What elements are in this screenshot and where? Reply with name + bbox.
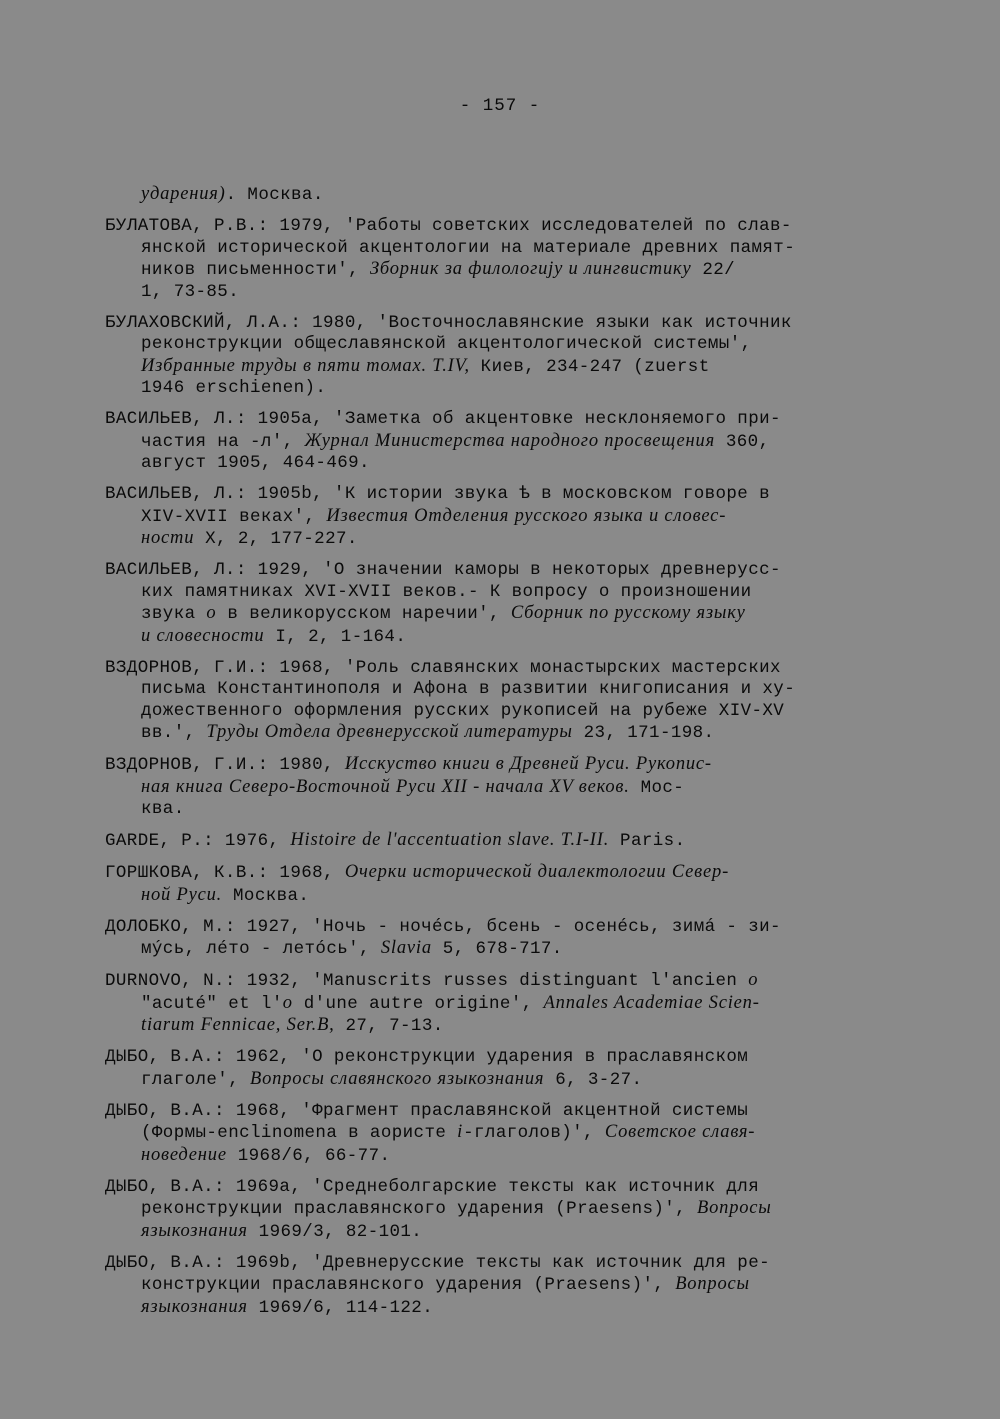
- entry-text: БУЛАТОВА, Р.В.: 1979, 'Работы советских исследователей по слав- янской исторической акцентологии на материале древних памят- ников письменности',: [105, 216, 796, 280]
- entry-title-italic: Slavia: [380, 938, 432, 958]
- entry-text: . Москва.: [225, 185, 324, 205]
- bibliography-entry: [105, 970, 900, 1038]
- entry-text: Мос- ква.: [141, 777, 685, 819]
- entry-text: Москва.: [222, 885, 310, 906]
- entry-text: 22/ 1, 73-85.: [141, 260, 736, 302]
- entry-title-italic: о: [206, 603, 217, 623]
- entry-text: ДЫБО, В.А.: 1969b, 'Древнерусские тексты как источник для ре- конструкции праславянского ударения (Praesens)',: [105, 1252, 771, 1295]
- entry-title-italic: Histoire de l'accentuation slave. T.I-II.: [290, 830, 610, 850]
- entry-text: ДЫБО, В.А.: 1962, 'О реконструкции ударения в праславянском глаголе',: [105, 1047, 749, 1090]
- entry-text: Paris.: [609, 831, 686, 851]
- entry-text: ВЗДОРНОВ, Г.И.: 1968, 'Роль славянских монастырских мастерских письма Константинополя и Афона в развитии книгописания и ху- дожественного оформления русских рукописей на рубеже XIV-XV вв.',: [105, 657, 796, 743]
- entry-title-italic: Исскуство книги в Древней Руси. Рукопис- ная книга Северо-Восточной Руси XII - начала XV веков.: [141, 754, 712, 797]
- entry-title-italic: Очерки исторической диалектологии Север- ной Руси.: [141, 862, 730, 905]
- bibliography-entry: [105, 216, 900, 303]
- entry-text: ВАСИЛЬЕВ, Л.: 1905а, 'Заметка об акцентовке несклоняемого при- частия на -л',: [105, 409, 781, 452]
- bibliography-list: [105, 184, 900, 1329]
- entry-title-italic: ударения): [141, 184, 226, 204]
- entry-text: в великорусском наречии',: [216, 604, 511, 624]
- bibliography-entry: [105, 1253, 900, 1320]
- entry-title-italic: Избранные труды в пяти томах. Т.IV,: [141, 355, 470, 376]
- entry-text: 1968/6, 66-77.: [226, 1145, 391, 1166]
- entry-text: ВАСИЛЬЕВ, Л.: 1929, 'О значении каморы в некоторых древнерусс- ких памятниках XVI-XVII веков.- К вопросу о произношении звука: [105, 560, 781, 624]
- entry-title-italic: Annales Academiae Scien- tiarum Fennicae, Ser.B,: [141, 992, 760, 1035]
- entry-text: ГОРШКОВА, К.В.: 1968,: [105, 863, 345, 883]
- bibliography-entry: [105, 862, 900, 907]
- bibliography-entry: [105, 1101, 900, 1168]
- bibliography-entry: [105, 658, 900, 745]
- entry-title-italic: Вопросы славянского языкознания: [250, 1068, 545, 1089]
- entry-text: 1969/3, 82-101.: [247, 1221, 423, 1242]
- entry-title-italic: Вопросы языкознания: [141, 1198, 772, 1241]
- entry-title-italic: o: [282, 992, 293, 1013]
- entry-text: 23, 171-198.: [572, 723, 715, 743]
- bibliography-entry: [105, 313, 900, 400]
- entry-text: 5, 678-717.: [431, 939, 563, 959]
- entry-text: ДЫБО, В.А.: 1969а, 'Среднеболгарские тексты как источник для реконструкции праславянского ударения (Praesens)',: [105, 1176, 760, 1219]
- entry-text: X, 2, 177-227.: [194, 529, 358, 549]
- bibliography-entry: [105, 484, 900, 551]
- entry-title-italic: i: [457, 1122, 464, 1142]
- bibliography-entry: [105, 917, 900, 961]
- entry-text: ДЫБО, В.А.: 1968, 'Фрагмент праславянской акцентной системы (Формы-enclinomena в аористе: [105, 1100, 749, 1143]
- bibliography-entry: [105, 754, 900, 821]
- bibliography-entry: [105, 1177, 900, 1244]
- entry-text: Киев, 234-247 (zuerst 1946 erschienen).: [141, 356, 710, 398]
- entry-text: ВЗДОРНОВ, Г.И.: 1980,: [105, 755, 345, 775]
- page-number: - 157 -: [459, 96, 541, 116]
- entry-text: БУЛАХОВСКИЙ, Л.А.: 1980, 'Восточнославянские языки как источник реконструкции общеславянской акцентологической системы',: [105, 312, 792, 354]
- bibliography-entry: [105, 409, 900, 475]
- entry-title-italic: Сборник по русскому языку и словесности: [141, 603, 746, 646]
- entry-title-italic: Советское славя- новедение: [141, 1122, 756, 1165]
- bibliography-entry: [105, 830, 900, 853]
- entry-text: -глаголов)',: [463, 1123, 605, 1143]
- entry-text: 6, 3-27.: [544, 1069, 643, 1090]
- entry-text: DURNOVO, N.: 1932, 'Manuscrits russes distinguant l'ancien: [105, 971, 749, 991]
- entry-text: GARDE, P.: 1976,: [105, 831, 291, 851]
- entry-title-italic: Известия Отделения русского языка и словес- ности: [141, 505, 727, 548]
- entry-text: "acuté" et l': [141, 993, 283, 1014]
- entry-continuation: [105, 184, 900, 207]
- entry-text: d'une autre origine',: [292, 993, 544, 1014]
- entry-title-italic: Зборник за филологиjу и лингвистику: [369, 259, 692, 279]
- entry-title-italic: Вопросы языкознания: [141, 1274, 750, 1317]
- bibliography-entry: [105, 1047, 900, 1091]
- entry-text: 1969/6, 114-122.: [247, 1297, 434, 1318]
- entry-title-italic: o: [748, 970, 759, 990]
- entry-text: 27, 7-13.: [334, 1016, 444, 1036]
- entry-title-italic: Труды Отдела древнерусской литературы: [206, 722, 573, 742]
- entry-text: I, 2, 1-164.: [264, 626, 407, 647]
- bibliography-entry: [105, 560, 900, 648]
- entry-text: ВАСИЛЬЕВ, Л.: 1905b, 'К истории звука ѣ в московском говоре в XIV-XVII веках',: [105, 484, 771, 527]
- entry-text: 360, август 1905, 464-469.: [141, 431, 770, 473]
- entry-text: ДОЛОБКО, М.: 1927, 'Ночь - ночéсь, бсень - осенéсь, зимá - зи- мýсь, лéто - летóсь',: [105, 916, 781, 959]
- entry-title-italic: Журнал Министерства народного просвещения: [304, 430, 715, 451]
